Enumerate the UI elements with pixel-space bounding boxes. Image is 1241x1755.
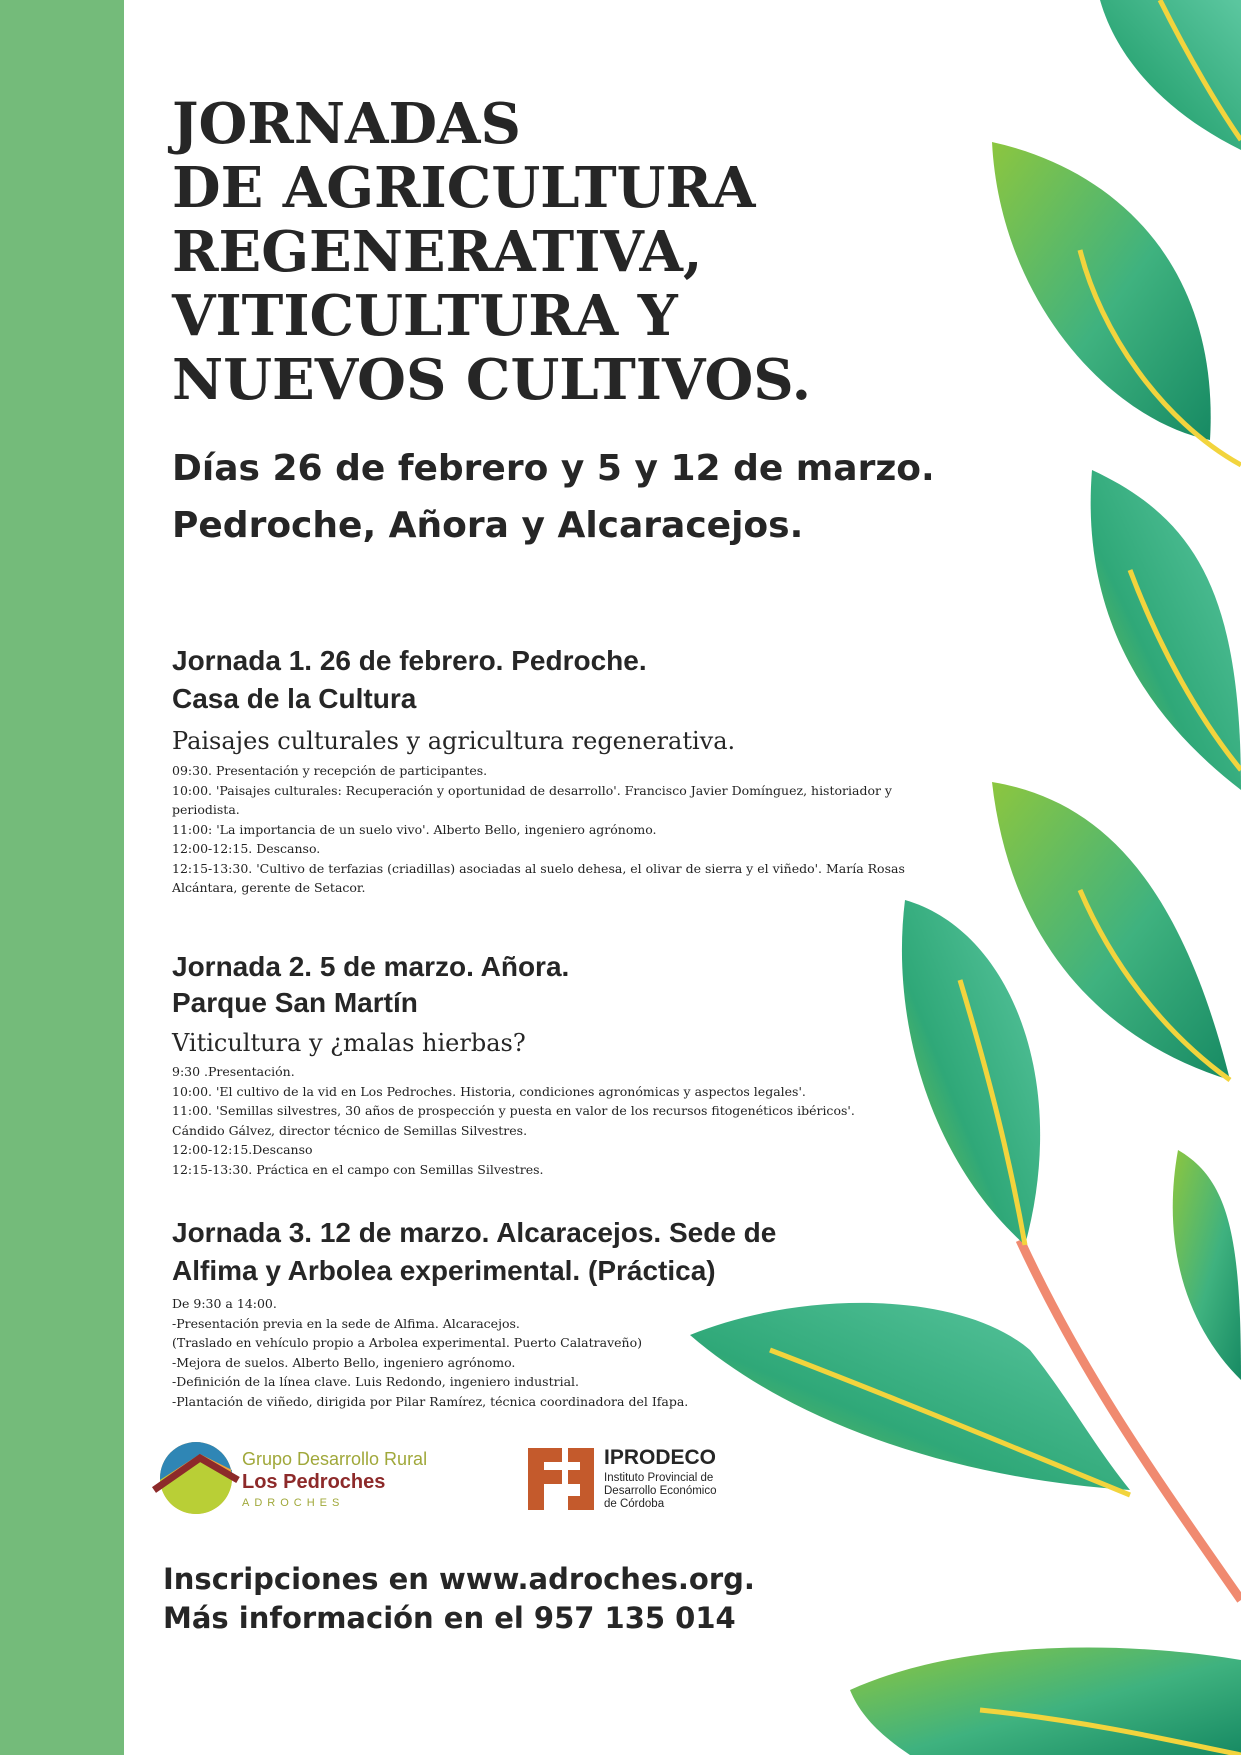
leaf-center — [902, 900, 1040, 1245]
schedule-item: -Presentación previa en la sede de Alfima. Alcaracejos. — [172, 1315, 520, 1331]
leaf-upper — [992, 142, 1211, 440]
schedule-item: -Plantación de viñedo, dirigida por Pilar Ramírez, técnica coordinadora del Ifapa. — [172, 1393, 689, 1409]
jornada2-schedule — [172, 1062, 912, 1179]
jornada2-heading: Jornada 2. 5 de marzo. Añora. — [172, 951, 570, 982]
jornada1-venue: Casa de la Cultura — [172, 683, 417, 714]
jornada1-heading: Jornada 1. 26 de febrero. Pedroche. — [172, 645, 647, 676]
iprodeco-line2: Desarrollo Económico — [604, 1485, 717, 1497]
schedule-item: 9:30 .Presentación. — [172, 1064, 295, 1079]
iprodeco-line1: Instituto Provincial de — [604, 1472, 714, 1484]
main-title — [172, 92, 811, 412]
iprodeco-emblem-icon — [528, 1448, 594, 1510]
schedule-item: Cándido Gálvez, director técnico de Semillas Silvestres. — [172, 1122, 528, 1138]
footer-registration: Inscripciones en www.adroches.org. — [163, 1562, 755, 1596]
schedule-item: 11:00: 'La importancia de un suelo vivo'. Alberto Bello, ingeniero agrónomo. — [172, 821, 657, 837]
adroches-line1: Grupo Desarrollo Rural — [242, 1449, 428, 1469]
iprodeco-line3: de Córdoba — [604, 1498, 665, 1510]
iprodeco-logo — [528, 1446, 748, 1516]
title-line: VITICULTURA Y — [172, 283, 678, 349]
footer-info — [163, 1560, 755, 1638]
jornada3-venue: Alfima y Arbolea experimental. (Práctica) — [172, 1255, 716, 1286]
schedule-item: (Traslado en vehículo propio a Arbolea experimental. Puerto Calatraveño) — [172, 1335, 642, 1350]
footer-phone: Más información en el 957 135 014 — [163, 1601, 736, 1635]
schedule-item: 12:15-13:30. Práctica en el campo con Semillas Silvestres. — [172, 1161, 544, 1177]
schedule-item: 11:00. 'Semillas silvestres, 30 años de prospección y puesta en valor de los recursos fitogenéticos ibéricos'. — [172, 1103, 855, 1118]
jornada2-topic: Viticultura y ¿malas hierbas? — [172, 1029, 526, 1057]
jornada2-venue: Parque San Martín — [172, 987, 418, 1018]
schedule-item: 12:15-13:30. 'Cultivo de terfazias (criadillas) asociadas al suelo dehesa, el olivar de sierra y el viñedo'. María Rosas Alcántara, gerente de Setacor. — [172, 860, 905, 895]
adroches-line2: Los Pedroches — [242, 1471, 386, 1493]
adroches-emblem-icon — [150, 1440, 242, 1516]
schedule-item: 10:00. 'El cultivo de la vid en Los Pedroches. Historia, condiciones agronómicas y aspectos legales'. — [172, 1083, 806, 1099]
schedule-item: 12:00-12:15. Descanso. — [172, 841, 321, 856]
jornada3-heading: Jornada 3. 12 de marzo. Alcaracejos. Sede de — [172, 1217, 777, 1248]
schedule-item: -Mejora de suelos. Alberto Bello, ingeniero agrónomo. — [172, 1354, 516, 1370]
adroches-logo — [150, 1440, 450, 1516]
leaf-right-lower — [1173, 1150, 1241, 1380]
leaf-left-middle — [992, 782, 1230, 1080]
jornada3-schedule — [172, 1294, 912, 1411]
event-dates: Días 26 de febrero y 5 y 12 de marzo. — [172, 448, 935, 489]
jornada1-schedule — [172, 761, 912, 898]
title-line: NUEVOS CULTIVOS. — [172, 347, 812, 413]
event-places: Pedroche, Añora y Alcaracejos. — [172, 505, 804, 546]
title-line: JORNADAS — [172, 91, 521, 157]
jornada1-topic: Paisajes culturales y agricultura regenerativa. — [172, 727, 736, 755]
schedule-item: 12:00-12:15.Descanso — [172, 1142, 313, 1157]
leaf-bottom-right — [850, 1648, 1241, 1755]
iprodeco-name: IPRODECO — [604, 1446, 717, 1469]
adroches-line3: ADROCHES — [242, 1497, 345, 1509]
title-line: REGENERATIVA, — [172, 219, 703, 285]
title-line: DE AGRICULTURA — [172, 155, 756, 221]
schedule-item: De 9:30 a 14:00. — [172, 1296, 277, 1311]
schedule-item: 09:30. Presentación y recepción de participantes. — [172, 763, 488, 778]
schedule-item: -Definición de la línea clave. Luis Redondo, ingeniero industrial. — [172, 1374, 580, 1389]
schedule-item: 10:00. 'Paisajes culturales: Recuperación y oportunidad de desarrollo'. Francisco Javier Domínguez, historiador y periodista. — [172, 782, 892, 817]
